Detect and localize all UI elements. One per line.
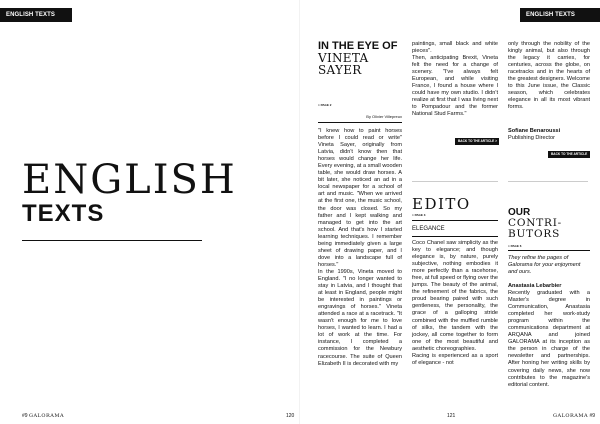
article-paragraph: Then, anticipating Brexit, Vineta felt the need for a change of scenery. "I've always felt European, and while visiting France, I found a house where I could have my own studio. I didn't realize at first that I was living next to Pompadour and the former National Stud Farms." — [412, 55, 498, 118]
section-tab-right: ENGLISH TEXTS — [520, 8, 600, 22]
contributors-heading-line2: CONTRI- — [508, 217, 563, 229]
edito-subrule — [412, 220, 498, 221]
article-column-1 — [318, 128, 402, 368]
contributor-name: Anastasia Lebarbier — [508, 283, 562, 289]
article-heading-line1: IN THE EYE OF — [318, 40, 398, 52]
edito-rule-2 — [412, 236, 498, 237]
folio-left — [22, 413, 64, 419]
article-page-ref: > PAGE 2 — [318, 103, 332, 107]
signoff-role: Publishing Director — [508, 135, 555, 141]
edito-continuation-column: only through the nobility of the kingly animal, but also through the legacy it carries, for centuries, across the globe, on racetracks and in the hearts of the greatest designers. Welcome to this June issue, the Classic season, which celebrates elegance in all its most vibrant forms. — [508, 41, 590, 111]
back-to-article-button[interactable]: BACK TO THE ARTICLE > — [455, 138, 499, 145]
folio-brand: GALORAMA — [28, 413, 65, 419]
opener-title-line1: ENGLISH — [22, 157, 237, 203]
article-rule — [318, 122, 402, 123]
edito-heading: EDITO — [412, 195, 471, 213]
article-paragraph: In the 1990s, Vineta moved to England. "I no longer wanted to stay in Latvia, and I thought that at least in England, people might be interested in paintings or engravings of horses." Vineta attended a race at a racetrack. "It wasn't enough for me to love horses, I wanted to learn. I had a lot of work at the time. For instance, I completed a commission for the Newbury racecourse. The suite of Queen Elizabeth II is decorated with my — [318, 268, 402, 367]
title-rule — [22, 240, 202, 241]
contributor-bio: Recently graduated with a Master's degree in Communication, Anastasia completed her work-study program within the communications department at ARQANA and joined GALORAMA at its inception as the person in charge of the newsletter and partnerships. After honing her writing skills by covering daily news, she now contributes to the magazine's editorial content. — [508, 290, 590, 388]
folio-issue: #9 — [589, 413, 596, 419]
folio-issue: #9 — [22, 413, 28, 419]
edito-subheading: ELEGANCE — [412, 226, 445, 232]
article-paragraph: "I knew how to paint horses before I could read or write" Vineta Sayer, originally from Latvia, didn't know then that horses would change her life. Every evening, at a small wooden table, she would draw horses. A bit later, she noticed an ad in a local newspaper for a school of art and music. "When we arrived at the first one, the music school, the door was closed. So my father and I kept walking and managed to get into the art school. And that's how I started learning techniques. I remember being immediately given a large sheet of drawing paper, and I dove into a landscape full of horses." — [318, 128, 402, 268]
article-heading-line3: SAYER — [318, 63, 362, 77]
edito-rule — [412, 181, 498, 182]
article-byline: By Olivier Villepreux — [366, 114, 402, 119]
contributors-intro: They refine the pages of Galorama for your enjoyment and ours. — [508, 255, 581, 275]
page-number-right: 121 — [447, 413, 456, 419]
back-to-article-button[interactable]: BACK TO THE ARTICLE > — [548, 151, 590, 158]
contributors-page-ref: > PAGE 6 — [508, 244, 522, 248]
article-column-2 — [412, 41, 498, 119]
article-heading-line2: VINETA — [318, 51, 369, 65]
article-paragraph: paintings, small black and white pieces". — [412, 41, 498, 55]
article-heading — [318, 41, 408, 76]
section-tab-left: ENGLISH TEXTS — [0, 8, 72, 22]
edito-body: Coco Chanel saw simplicity as the key to elegance; and though elegance is, by nature, purely subjective, nothing embodies it more perfectly than a racehorse, free, at full speed or flying over the jumps. The beauty of the animal, the refinement of the fabrics, the proud bearing paired with such gentleness, the personality, the grace of a galloping stride combined with the muffled rumble of silks, the tandem with the jockey, all come together to form one of the most beautiful and aesthetic choreographies. Racing is experienced as a sport of elegance - not — [412, 240, 498, 366]
contributors-subrule — [508, 250, 590, 251]
folio-right — [553, 413, 595, 419]
folio-brand: GALORAMA — [553, 413, 589, 419]
opener-title-line2: TEXTS — [22, 200, 105, 227]
edito-page-ref: > PAGE 3 — [412, 213, 426, 217]
contributors-heading-line3: BUTORS — [508, 228, 561, 240]
contributors-rule — [508, 181, 588, 182]
signoff-name: Sofiane Benaroussi — [508, 128, 561, 134]
contributors-heading-line1: OUR — [508, 207, 531, 218]
page-number-left: 120 — [286, 413, 295, 419]
